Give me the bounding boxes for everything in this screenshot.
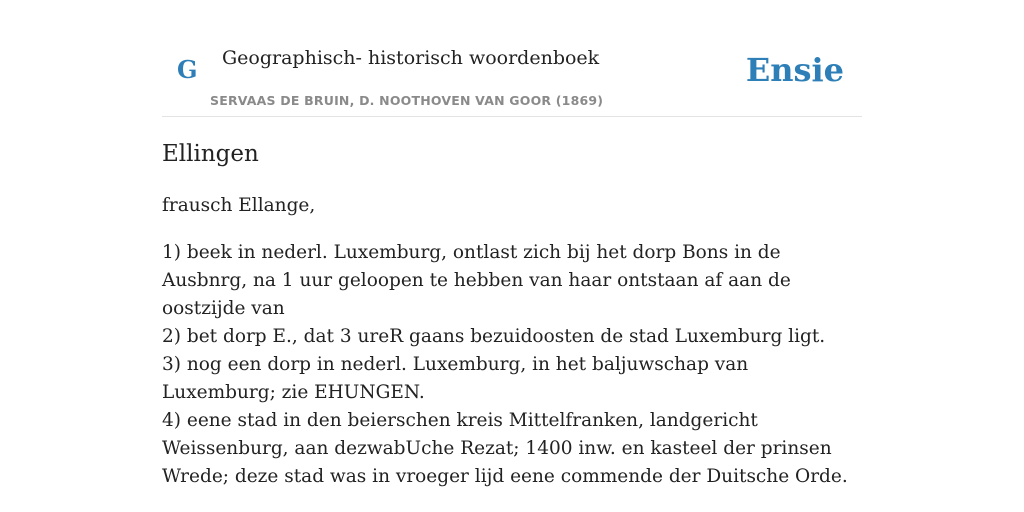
book-initial-icon[interactable]: G	[177, 55, 198, 84]
definition-item: 1) beek in nederl. Luxemburg, ontlast zich bij het dorp Bons in de Ausbnrg, na 1 uur geloopen te hebben van haar ontstaan af aan de oostzijde van	[162, 242, 791, 319]
entry-lead: frausch Ellange,	[162, 195, 316, 216]
definition-item: 2) bet dorp E., dat 3 ureR gaans bezuidoosten de stad Luxemburg ligt.	[162, 326, 826, 347]
book-authors: SERVAAS DE BRUIN, D. NOOTHOVEN VAN GOOR (1869)	[210, 93, 604, 108]
book-title[interactable]: Geographisch- historisch woordenboek	[222, 47, 600, 69]
source-header	[162, 0, 862, 117]
entry-definition	[162, 239, 862, 491]
definition-item: 4) eene stad in den beierschen kreis Mittelfranken, landgericht Weissenburg, aan dezwabUche Rezat; 1400 inw. en kasteel der prinsen Wrede; deze stad was in vroeger lijd eene commende der Duitsche Orde.	[162, 410, 848, 487]
entry-title: Ellingen	[162, 141, 259, 167]
ensie-logo[interactable]: Ensie	[745, 51, 844, 89]
definition-item: 3) nog een dorp in nederl. Luxemburg, in het baljuwschap van Luxemburg; zie EHUNGEN.	[162, 354, 749, 403]
